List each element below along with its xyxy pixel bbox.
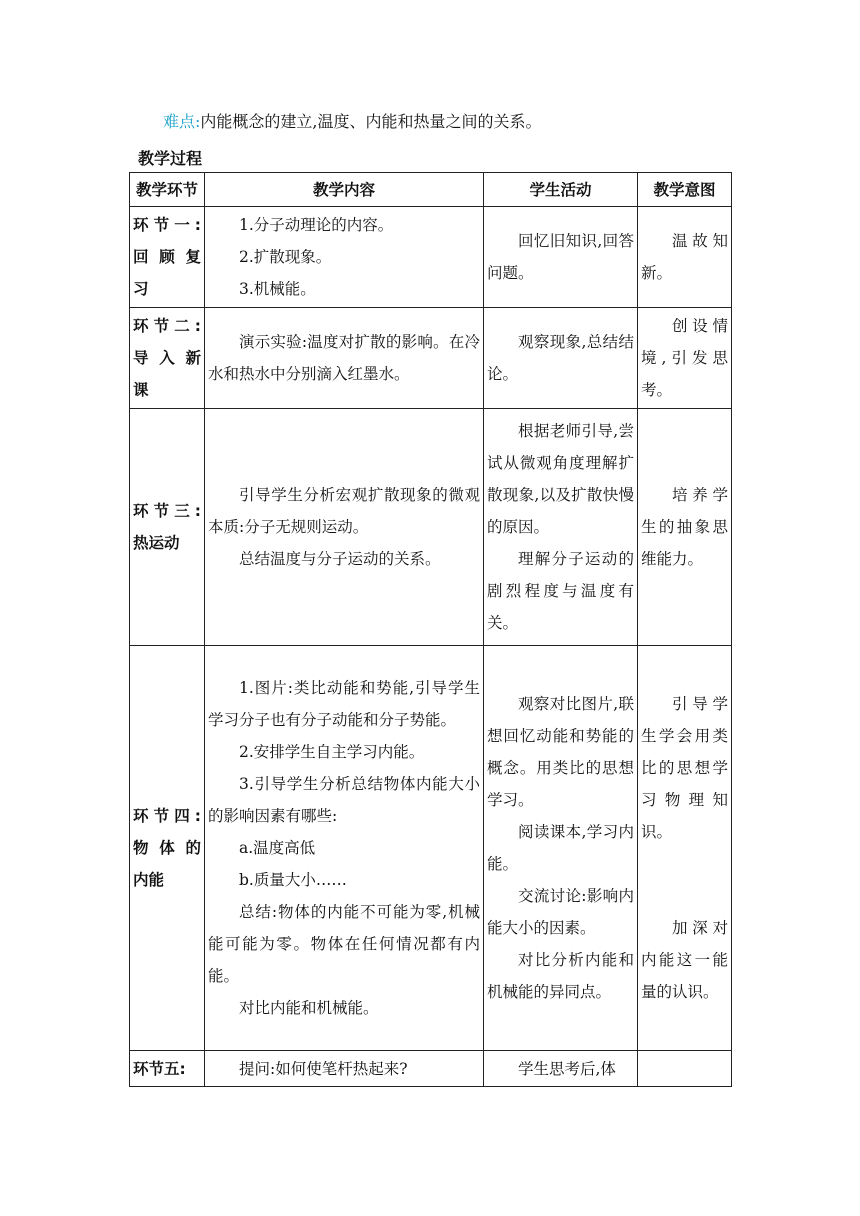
content-paragraph: 引导学生分析宏观扩散现象的微观本质:分子无规则运动。 <box>208 486 480 536</box>
activity-paragraph: 根据老师引导,尝试从微观角度理解扩散现象,以及扩散快慢的原因。 <box>487 422 634 536</box>
activity-cell <box>484 646 638 1051</box>
activity-cell <box>484 1051 638 1087</box>
intent-cell <box>638 409 732 646</box>
stage-line: 环节三: <box>133 502 201 520</box>
difficulty-label: 难点: <box>163 112 201 131</box>
activity-cell <box>484 409 638 646</box>
activity-paragraph: 阅读课本,学习内能。 <box>487 823 634 873</box>
intent-paragraph: 温故知新。 <box>641 232 728 282</box>
table-row <box>130 308 732 409</box>
stage-line: 内能 <box>133 871 165 889</box>
content-paragraph: 总结温度与分子运动的关系。 <box>239 550 441 568</box>
intent-paragraph: 创设情境,引发思考。 <box>641 317 728 399</box>
activity-cell <box>484 207 638 308</box>
intent-paragraph: 引导学生学会用类比的思想学习物理知识。 <box>641 695 728 841</box>
stage-line: 物体的 <box>133 839 201 857</box>
table-row <box>130 1051 732 1087</box>
content-cell <box>205 308 484 409</box>
content-paragraph: 2.安排学生自主学习内能。 <box>239 743 425 761</box>
content-paragraph: 3.机械能。 <box>239 280 316 298</box>
intent-cell <box>638 1051 732 1087</box>
intent-paragraph: 加深对内能这一能量的认识。 <box>641 919 728 1001</box>
table-row <box>130 207 732 308</box>
content-paragraph: 1.分子动理论的内容。 <box>239 216 394 234</box>
stage-line: 环节一: <box>133 216 201 234</box>
content-cell <box>205 409 484 646</box>
table-row <box>130 409 732 646</box>
header-activity: 学生活动 <box>484 173 638 207</box>
stage-line: 课 <box>133 381 149 399</box>
teaching-process-table <box>129 172 732 1087</box>
stage-line: 回顾复 <box>133 248 201 266</box>
content-paragraph: 3.引导学生分析总结物体内能大小的影响因素有哪些: <box>208 775 480 825</box>
stage-cell <box>130 1051 205 1087</box>
content-paragraph: 2.扩散现象。 <box>239 248 332 266</box>
header-stage: 教学环节 <box>130 173 205 207</box>
content-paragraph: b.质量大小…… <box>239 871 347 889</box>
table-header-row <box>130 173 732 207</box>
stage-line: 环节二: <box>133 317 201 335</box>
activity-cell <box>484 308 638 409</box>
activity-paragraph: 交流讨论:影响内能大小的因素。 <box>487 887 634 937</box>
stage-cell <box>130 207 205 308</box>
activity-paragraph: 观察现象,总结结论。 <box>487 333 634 383</box>
activity-paragraph: 理解分子运动的剧烈程度与温度有关。 <box>487 550 634 632</box>
section-title: 教学过程 <box>138 149 203 168</box>
stage-line: 环节四: <box>133 807 201 825</box>
stage-cell <box>130 646 205 1051</box>
header-content: 教学内容 <box>205 173 484 207</box>
intent-cell <box>638 646 732 1051</box>
stage-cell <box>130 308 205 409</box>
content-paragraph: 总结:物体的内能不可能为零,机械能可能为零。物体在任何情况都有内能。 <box>208 903 480 985</box>
stage-cell <box>130 409 205 646</box>
content-paragraph: 1.图片:类比动能和势能,引导学生学习分子也有分子动能和分子势能。 <box>208 679 480 729</box>
header-intent: 教学意图 <box>638 173 732 207</box>
difficulty-line <box>163 110 542 134</box>
content-paragraph: 对比内能和机械能。 <box>239 999 379 1017</box>
content-cell <box>205 207 484 308</box>
intent-paragraph: 培养学生的抽象思维能力。 <box>641 486 728 568</box>
stage-line: 热运动 <box>133 534 180 552</box>
content-cell <box>205 646 484 1051</box>
table-row <box>130 646 732 1051</box>
content-cell <box>205 1051 484 1087</box>
intent-cell <box>638 207 732 308</box>
content-paragraph: 演示实验:温度对扩散的影响。在冷水和热水中分别滴入红墨水。 <box>208 333 480 383</box>
activity-paragraph: 对比分析内能和机械能的异同点。 <box>487 951 634 1001</box>
difficulty-text: 内能概念的建立,温度、内能和热量之间的关系。 <box>200 112 542 131</box>
activity-paragraph: 学生思考后,体 <box>518 1059 616 1078</box>
content-paragraph: 提问:如何使笔杆热起来? <box>239 1059 408 1078</box>
activity-paragraph: 观察对比图片,联想回忆动能和势能的概念。用类比的思想学习。 <box>487 695 634 809</box>
stage-line: 习 <box>133 280 149 298</box>
intent-cell <box>638 308 732 409</box>
activity-paragraph: 回忆旧知识,回答问题。 <box>487 232 634 282</box>
stage-line: 环节五: <box>133 1059 186 1078</box>
stage-line: 导入新 <box>133 349 201 367</box>
content-paragraph: a.温度高低 <box>239 839 316 857</box>
